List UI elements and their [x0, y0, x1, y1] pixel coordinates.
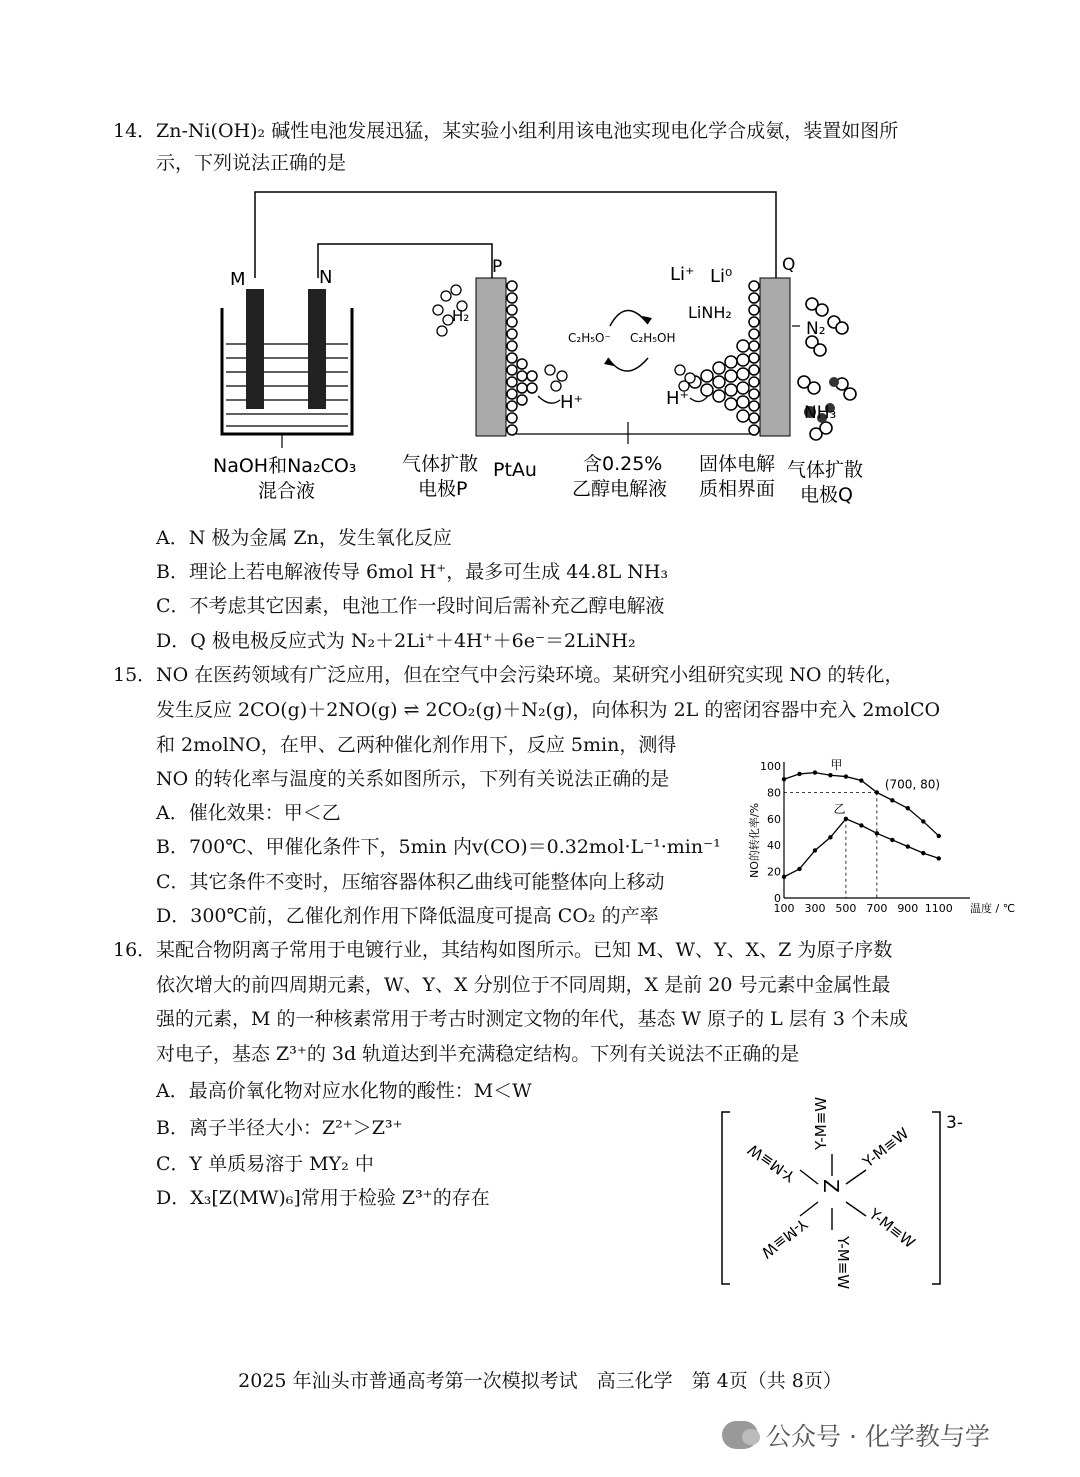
x-tick-label: 1100	[924, 902, 953, 915]
wechat-icon	[722, 1421, 758, 1449]
watermark	[722, 1417, 990, 1453]
cap-electrolyte-1: 含0.25%	[583, 453, 663, 475]
data-point	[797, 772, 801, 776]
q15-option-a: A．催化效果：甲＜乙	[156, 802, 341, 824]
data-point	[875, 831, 879, 835]
data-point	[844, 817, 848, 821]
q15-stem-line2: 发生反应 2CO(g)＋2NO(g) ⇌ 2CO₂(g)＋N₂(g)，向体积为 2L 的密闭容器中充入 2molCO	[156, 699, 941, 721]
data-point	[828, 835, 832, 839]
ethoxide-label: C₂H₅O⁻	[568, 331, 611, 345]
cap-electrode-p-2: 电极P	[418, 478, 468, 500]
x-tick-label: 500	[835, 902, 857, 915]
q16-stem-line3: 强的元素，M 的一种核素常用于考古时测定文物的年代，基态 W 原子的 L 层有 3 个未成	[156, 1008, 908, 1030]
data-point	[921, 851, 925, 855]
watermark-text: 公众号 · 化学教与学	[766, 1422, 990, 1451]
page-footer: 2025 年汕头市普通高考第一次模拟考试 高三化学 第 4页（共 8页）	[238, 1370, 842, 1392]
cap-electrode-q-2: 电极Q	[800, 484, 853, 506]
q14-option-c: C．不考虑其它因素，电池工作一段时间后需补充乙醇电解液	[156, 595, 665, 617]
q14-option-b: B．理论上若电解液传导 6mol H⁺，最多可生成 44.8L NH₃	[156, 561, 669, 583]
q16-stem-line2: 依次增大的前四周期元素，W、Y、X 分别位于不同周期，X 是前 20 号元素中金属性最	[156, 974, 891, 996]
series-label: 甲	[830, 758, 843, 773]
x-tick-label: 300	[804, 902, 826, 915]
q14-option-d: D．Q 极电极反应式为 N₂＋2Li⁺＋4H⁺＋6e⁻＝2LiNH₂	[156, 630, 636, 652]
q16-option-c: C．Y 单质易溶于 MY₂ 中	[156, 1153, 374, 1175]
ligand-upper-right: Y-M≡W	[859, 1124, 913, 1172]
q15-stem-line4: NO 的转化率与温度的关系如图所示，下列有关说法正确的是	[156, 768, 670, 790]
q14-number: 14．	[113, 120, 157, 142]
q14-option-a: A．N 极为金属 Zn，发生氧化反应	[156, 527, 452, 549]
label-P: P	[492, 257, 503, 277]
q15-stem-line1: NO 在医药领域有广泛应用，但在空气中会污染环境。某研究小组研究实现 NO 的转化，	[156, 664, 904, 686]
cap-solution-2: 混合液	[258, 480, 316, 502]
y-tick-label: 0	[774, 892, 781, 905]
data-point	[813, 770, 817, 774]
electrochemistry-diagram	[200, 186, 890, 516]
data-point	[921, 819, 925, 823]
x-tick-label: 900	[897, 902, 919, 915]
li-zero-label: Li⁰	[710, 266, 733, 287]
x-tick-label: 700	[866, 902, 888, 915]
data-point	[797, 867, 801, 871]
cap-electrode-p-1: 气体扩散	[402, 453, 479, 475]
q16-stem-line4: 对电子，基态 Z³⁺的 3d 轨道达到半充满稳定结构。下列有关说法不正确的是	[156, 1043, 800, 1065]
ligand-upper-left: Y-M≡W	[744, 1140, 799, 1186]
x-axis-label: 温度 / ℃	[970, 902, 1016, 915]
cap-electrode-q-1: 气体扩散	[787, 459, 864, 481]
no-conversion-chart	[740, 752, 1016, 920]
li-plus-label: Li⁺	[670, 264, 695, 285]
ligand-lower-right: Y-M≡W	[865, 1204, 919, 1252]
q16-number: 16．	[113, 939, 157, 961]
y-tick-label: 40	[767, 839, 781, 853]
linh2-label: LiNH₂	[688, 303, 732, 322]
q15-option-d: D．300℃前，乙催化剂作用下降低温度可提高 CO₂ 的产率	[156, 905, 659, 927]
center-atom: Z	[819, 1179, 843, 1193]
q15-option-c: C．其它条件不变时，压缩容器体积乙曲线可能整体向上移动	[156, 871, 665, 893]
q16-option-d: D．X₃[Z(MW)₆]常用于检验 Z³⁺的存在	[156, 1187, 490, 1209]
ligand-bottom: Y-M≡W	[834, 1236, 852, 1290]
label-Q: Q	[782, 255, 796, 275]
data-point	[937, 834, 941, 838]
ptau-catalyst-dots	[507, 281, 537, 435]
q15-number: 15．	[113, 664, 157, 686]
complex-anion-structure	[716, 1078, 976, 1300]
cap-interface-2: 质相界面	[699, 478, 776, 500]
data-point	[906, 844, 910, 848]
q16-option-a: A．最高价氧化物对应水化物的酸性：M＜W	[156, 1080, 532, 1102]
cap-interface-1: 固体电解	[699, 453, 776, 475]
y-tick-label: 100	[760, 760, 781, 773]
x-tick-label: 100	[773, 902, 795, 915]
q16-stem-line1: 某配合物阴离子常用于电镀行业，其结构如图所示。已知 M、W、Y、X、Z 为原子序数	[156, 939, 893, 961]
n2-label: N₂	[806, 319, 826, 339]
cap-ptau: PtAu	[493, 459, 537, 481]
h-plus-left: H⁺	[560, 392, 584, 413]
data-point	[875, 790, 879, 794]
y-tick-label: 60	[767, 812, 781, 826]
data-point	[844, 774, 848, 778]
data-point	[813, 848, 817, 852]
q14-stem-line1: Zn-Ni(OH)₂ 碱性电池发展迅猛，某实验小组利用该电池实现电化学合成氨，装置如图所	[156, 120, 899, 142]
data-point	[859, 823, 863, 827]
data-point	[937, 856, 941, 860]
charge-label: 3-	[946, 1113, 963, 1133]
q15-stem-line3: 和 2molNO，在甲、乙两种催化剂作用下，反应 5min，测得	[156, 734, 677, 756]
data-point	[890, 838, 894, 842]
nh3-label: NH₃	[804, 403, 837, 423]
data-point	[828, 773, 832, 777]
ethanol-label: C₂H₅OH	[630, 331, 676, 345]
data-point	[906, 806, 910, 810]
data-point	[782, 777, 786, 781]
y-tick-label: 20	[767, 865, 781, 879]
q15-option-b: B．700℃、甲催化条件下，5min 内v(CO)＝0.32mol·L⁻¹·min⁻¹	[156, 836, 721, 858]
label-N: N	[319, 267, 333, 288]
y-tick-label: 80	[767, 786, 781, 800]
ligand-lower-left: Y-M≡W	[757, 1214, 811, 1262]
h-plus-right: H⁺	[666, 388, 690, 409]
h2-label: H₂	[452, 307, 470, 325]
ligand-top: Y-M≡W	[812, 1096, 830, 1150]
data-point	[890, 798, 894, 802]
series-label: 乙	[833, 801, 846, 816]
cap-solution-1: NaOH和Na₂CO₃	[213, 455, 357, 477]
y-axis-label: NO的转化率/%	[748, 802, 761, 878]
q16-option-b: B．离子半径大小：Z²⁺＞Z³⁺	[156, 1117, 403, 1139]
label-M: M	[230, 269, 246, 290]
data-point	[782, 875, 786, 879]
cap-electrolyte-2: 乙醇电解液	[572, 478, 668, 500]
q14-stem-line2: 示，下列说法正确的是	[156, 152, 347, 174]
point-annotation: (700, 80)	[884, 777, 941, 792]
data-point	[859, 778, 863, 782]
